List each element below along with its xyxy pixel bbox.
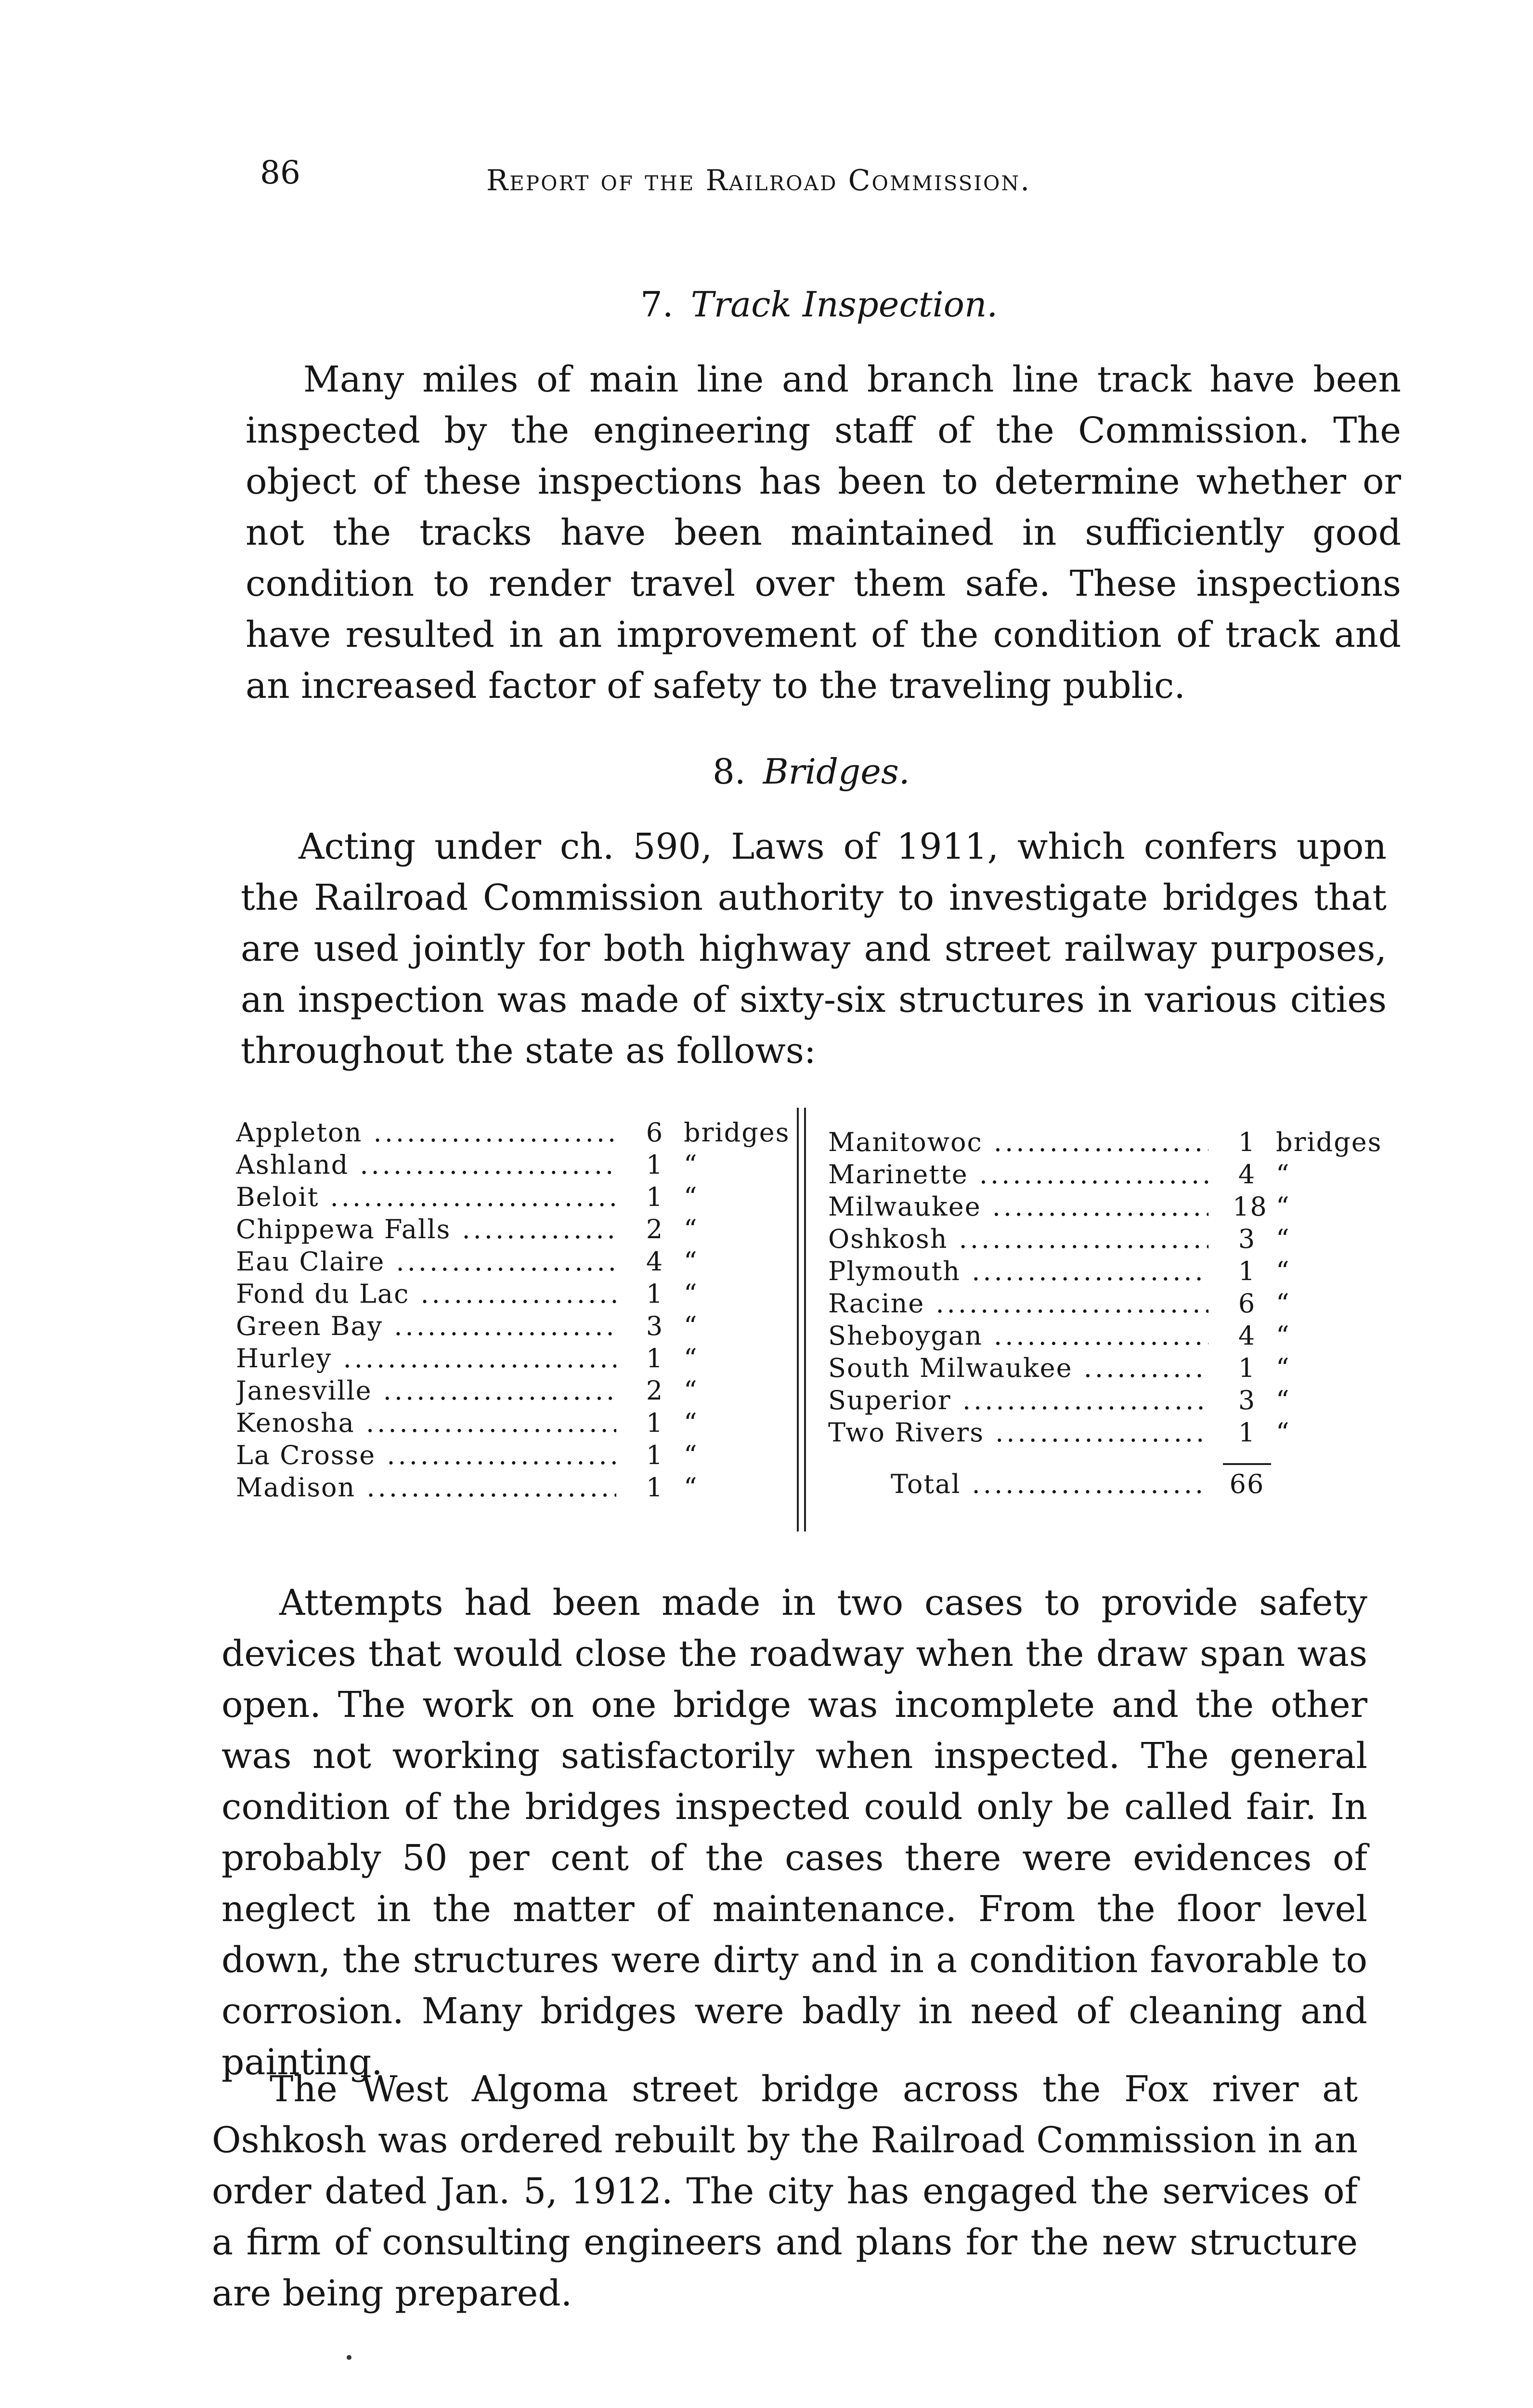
city-name: Racine .....	[828, 1288, 1208, 1319]
bridge-count: 3	[646, 1311, 664, 1341]
bridges-by-city-table	[236, 1108, 1391, 1541]
bridge-count: 4	[1238, 1159, 1256, 1190]
table-row	[236, 1408, 790, 1440]
unit-label: “	[684, 1246, 698, 1277]
page-number: 86	[260, 154, 300, 191]
section-number: 7.	[640, 284, 674, 325]
city-name: Two Rivers .....	[828, 1417, 1208, 1448]
table-column-left	[236, 1117, 790, 1505]
city-name: South Milwaukee .....	[828, 1353, 1208, 1383]
bridge-count: 1	[1238, 1127, 1256, 1157]
bridge-count: 1	[646, 1279, 664, 1309]
unit-label: “	[1276, 1224, 1290, 1254]
section-title: Track Inspection.	[690, 284, 998, 325]
bridge-count: 2	[646, 1214, 664, 1244]
table-row	[828, 1321, 1382, 1353]
table-row	[236, 1279, 790, 1311]
total-value: 66	[1223, 1463, 1271, 1499]
city-name: Sheboygan .....	[828, 1321, 1208, 1351]
bridge-count: 18	[1233, 1191, 1268, 1222]
table-row	[828, 1191, 1382, 1224]
unit-label: “	[684, 1214, 698, 1244]
city-name: Janesville .....	[236, 1375, 616, 1406]
table-row	[236, 1182, 790, 1214]
table-row	[828, 1353, 1382, 1385]
table-row	[828, 1417, 1382, 1450]
table-row	[828, 1256, 1382, 1288]
city-name: Milwaukee .....	[828, 1191, 1208, 1222]
city-name: Madison .....	[236, 1472, 616, 1503]
city-name: Plymouth .....	[828, 1256, 1208, 1286]
bridge-count: 1	[646, 1150, 664, 1180]
paragraph-text: The West Algoma street bridge across the Fox river at Oshkosh was ordered rebuilt by the Railroad Commission in an order dated Jan. 5, 1912. The city has engaged the services of a firm of consulting engineers and plans for the new structure are being prepared.	[212, 2068, 1358, 2314]
bridge-count: 1	[1238, 1256, 1256, 1286]
bridge-count: 1	[646, 1408, 664, 1438]
city-name: Hurley .....	[236, 1343, 616, 1374]
bridge-condition-paragraph	[221, 1577, 1367, 2088]
unit-label: “	[684, 1440, 698, 1470]
total-label: Total .....	[891, 1469, 1208, 1499]
city-name: Green Bay .....	[236, 1311, 616, 1341]
city-name: Appleton .....	[236, 1117, 616, 1148]
paragraph-text: Acting under ch. 590, Laws of 1911, which confers upon the Railroad Commission authority to investigate bridges that are used jointly for both highway and street railway purposes, an inspection was made of sixty-six structures in various cities throughout the state as follows:	[241, 826, 1387, 1072]
total-row	[828, 1469, 1382, 1512]
city-name: Manitowoc .....	[828, 1127, 1208, 1157]
unit-label: “	[684, 1343, 698, 1374]
west-algoma-bridge-paragraph	[212, 2064, 1358, 2319]
city-name: Superior .....	[828, 1385, 1208, 1415]
bridges-intro-paragraph	[241, 821, 1387, 1076]
bridge-count: 1	[1238, 1417, 1256, 1448]
table-column-right	[828, 1127, 1382, 1512]
unit-label: “	[1276, 1417, 1290, 1448]
table-row	[828, 1385, 1382, 1417]
unit-label: “	[684, 1182, 698, 1212]
table-row	[236, 1311, 790, 1343]
bridge-count: 2	[646, 1375, 664, 1406]
table-row	[236, 1150, 790, 1182]
city-name: Beloit .....	[236, 1182, 616, 1212]
unit-label: “	[684, 1311, 698, 1341]
section-number: 8.	[713, 751, 746, 792]
table-row	[236, 1440, 790, 1472]
paragraph-text: Attempts had been made in two cases to provide safety devices that would close the roadway when the draw span was open. The work on one bridge was incomplete and the other was not working satisfactorily when inspected. The general condition of the bridges inspected could only be called fair. In probably 50 per cent of the cases there were evidences of neglect in the matter of maintenance. From the floor level down, the structures were dirty and in a condition favorable to corrosion. Many bridges were badly in need of cleaning and painting.	[221, 1582, 1367, 2083]
unit-label: “	[1276, 1288, 1290, 1319]
table-row	[236, 1375, 790, 1408]
city-name: Eau Claire .....	[236, 1246, 616, 1277]
table-row	[236, 1472, 790, 1505]
column-divider	[804, 1108, 806, 1531]
column-divider	[797, 1108, 799, 1531]
city-name: Ashland .....	[236, 1150, 616, 1180]
table-row	[236, 1246, 790, 1279]
unit-label: “	[684, 1375, 698, 1406]
table-row	[236, 1117, 790, 1150]
city-name: Oshkosh .....	[828, 1224, 1208, 1254]
section-heading-bridges	[713, 751, 910, 792]
city-name: Kenosha .....	[236, 1408, 616, 1438]
running-head: Report of the Railroad Commission.	[486, 164, 1031, 197]
section-title: Bridges.	[763, 751, 910, 792]
track-inspection-paragraph	[246, 354, 1401, 711]
table-row	[828, 1224, 1382, 1256]
unit-label: “	[1276, 1321, 1290, 1351]
bridge-count: 4	[1238, 1321, 1256, 1351]
unit-label: “	[1276, 1353, 1290, 1383]
unit-label: “	[1276, 1191, 1290, 1222]
unit-label: “	[684, 1279, 698, 1309]
unit-label: “	[1276, 1385, 1290, 1415]
bridge-count: 1	[646, 1472, 664, 1503]
unit-label: “	[684, 1408, 698, 1438]
bridge-count: 1	[1238, 1353, 1256, 1383]
bridge-count: 6	[1238, 1288, 1256, 1319]
unit-label: bridges	[1276, 1127, 1382, 1157]
city-name: Chippewa Falls .....	[236, 1214, 616, 1244]
table-row	[828, 1127, 1382, 1159]
bridge-count: 1	[646, 1182, 664, 1212]
table-row	[828, 1159, 1382, 1191]
unit-label: “	[1276, 1159, 1290, 1190]
page-header	[260, 154, 1440, 207]
print-speck	[347, 2355, 351, 2360]
city-name: Fond du Lac .....	[236, 1279, 616, 1309]
bridge-count: 4	[646, 1246, 664, 1277]
bridge-count: 3	[1238, 1385, 1256, 1415]
unit-label: bridges	[684, 1117, 790, 1148]
bridge-count: 1	[646, 1440, 664, 1470]
city-name: La Crosse .....	[236, 1440, 616, 1470]
bridge-count: 3	[1238, 1224, 1256, 1254]
bridge-count: 1	[646, 1343, 664, 1374]
table-row	[828, 1288, 1382, 1321]
section-heading-track-inspection	[640, 284, 998, 325]
table-row	[236, 1343, 790, 1375]
bridge-count: 6	[646, 1117, 664, 1148]
unit-label: “	[684, 1150, 698, 1180]
unit-label: “	[684, 1472, 698, 1503]
city-name: Marinette .....	[828, 1159, 1208, 1190]
table-row	[236, 1214, 790, 1246]
paragraph-text: Many miles of main line and branch line track have been inspected by the engineering staff of the Commission. The object of these inspections has been to determine whether or not the tracks have been maintained in sufficiently good condition to render travel over them safe. These inspections have resulted in an improvement of the condition of track and an increased factor of safety to the traveling public.	[246, 359, 1401, 707]
unit-label: “	[1276, 1256, 1290, 1286]
